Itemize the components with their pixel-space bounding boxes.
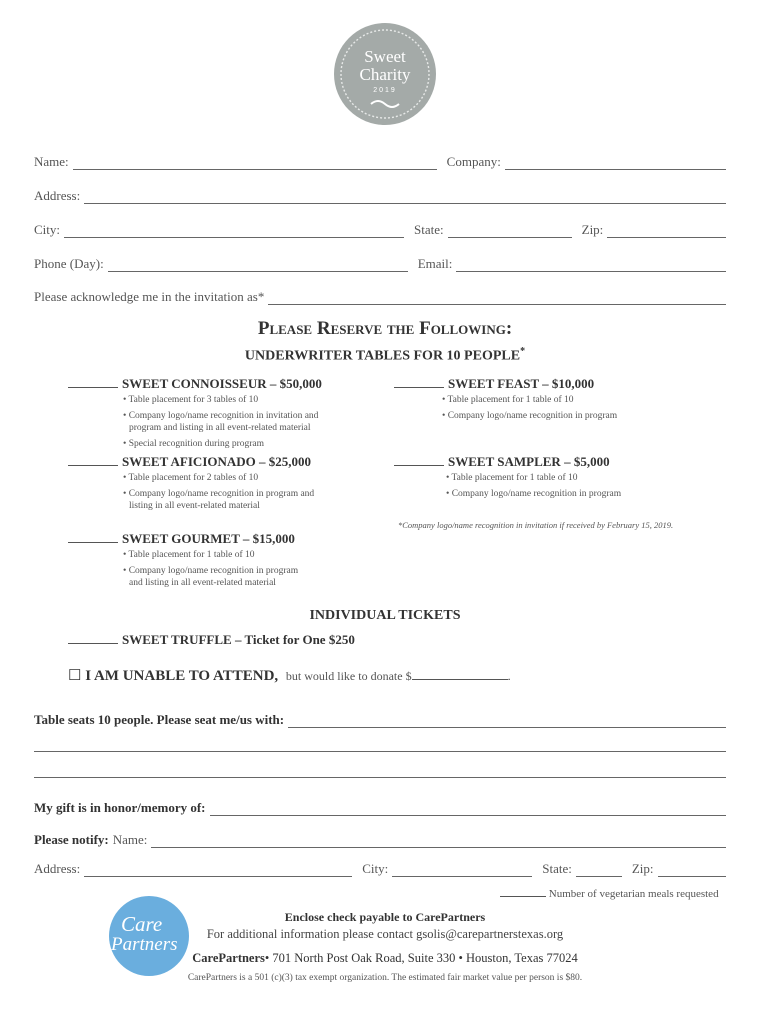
reserve-heading: Please Reserve the Following: — [257, 318, 513, 339]
unable-checkbox[interactable]: ☐ — [68, 668, 82, 684]
bullet: • Table placement for 1 table of 10 — [123, 550, 255, 560]
underwriter-subtitle: UNDERWRITER TABLES FOR 10 PEOPLE — [244, 348, 521, 364]
notify-label: Please notify: — [34, 832, 109, 847]
footnote: *Company logo/name recognition in invitation if received by February 15, 2019. — [398, 520, 674, 530]
city-label: City: — [34, 222, 61, 237]
address-text — [0, 951, 770, 966]
seating-row-3 — [34, 760, 726, 778]
unable-row — [68, 666, 511, 685]
company-field[interactable] — [505, 157, 726, 170]
phone-field[interactable] — [108, 259, 408, 272]
tier-feast-blank[interactable] — [394, 387, 444, 388]
address-field[interactable] — [84, 191, 726, 204]
tier-aficionado-name: SWEET AFICIONADO – $25,000 — [122, 454, 312, 469]
tier-sampler — [394, 454, 610, 470]
gift-label: My gift is in honor/memory of: — [34, 800, 206, 815]
tier-connoisseur-bullets — [123, 394, 318, 450]
tier-gourmet-bullets — [123, 549, 298, 589]
tier-connoisseur-blank[interactable] — [68, 387, 118, 388]
seating-field-2[interactable] — [34, 739, 726, 752]
logo-partners: Partners — [111, 934, 178, 955]
tier-sampler-bullets — [446, 472, 621, 500]
logo-care: Care — [121, 912, 163, 936]
tier-gourmet — [68, 531, 295, 547]
bullet: program and listing in all event-related material — [129, 423, 311, 433]
seal-line1: Sweet — [364, 47, 406, 66]
enclose-text: Enclose check payable to CarePartners — [284, 910, 486, 924]
donate-field[interactable] — [412, 679, 508, 680]
notify-name-label: Name: — [112, 832, 148, 847]
notify-row — [34, 830, 726, 848]
phone-row — [34, 254, 726, 272]
info-text: For additional information please contact gsolis@carepartnerstexas.org — [206, 927, 564, 941]
veg-row — [500, 888, 719, 900]
acknowledge-label: Please acknowledge me in the invitation as* — [34, 289, 265, 304]
notify-state-label: State: — [542, 861, 572, 876]
seal-year: 2019 — [373, 87, 397, 94]
bullet: • Table placement for 1 table of 10 — [442, 395, 574, 405]
state-field[interactable] — [448, 225, 572, 238]
notify-city-field[interactable] — [392, 864, 532, 877]
notify-address-field[interactable] — [84, 864, 352, 877]
acknowledge-field[interactable] — [268, 292, 726, 305]
tier-gourmet-name: SWEET GOURMET – $15,000 — [122, 531, 295, 546]
donate-label: but would like to donate $ — [285, 669, 412, 683]
email-field[interactable] — [456, 259, 726, 272]
state-label: State: — [414, 222, 444, 237]
notify-state-field[interactable] — [576, 864, 622, 877]
tier-connoisseur-name: SWEET CONNOISSEUR – $50,000 — [122, 376, 322, 391]
tier-feast-bullets — [442, 394, 617, 422]
bullet: • Company logo/name recognition in invitation and — [123, 411, 319, 421]
name-field[interactable] — [73, 157, 437, 170]
bullet: • Special recognition during program — [123, 439, 265, 449]
notify-address-row — [34, 859, 726, 877]
notify-zip-label: Zip: — [631, 861, 654, 876]
name-company-row — [34, 152, 726, 170]
city-row — [34, 220, 726, 238]
gift-row — [34, 798, 726, 816]
zip-field[interactable] — [607, 225, 726, 238]
seating-label: Table seats 10 people. Please seat me/us with: — [34, 712, 285, 727]
sweet-charity-seal — [333, 22, 437, 126]
bullet: • Table placement for 2 tables of 10 — [123, 473, 259, 483]
name-label: Name: — [34, 154, 69, 169]
bullet: listing in all event-related material — [129, 501, 260, 511]
tier-aficionado-blank[interactable] — [68, 465, 118, 466]
email-label: Email: — [417, 256, 453, 271]
veg-label: Number of vegetarian meals requested — [548, 888, 719, 900]
tier-truffle-name: SWEET TRUFFLE – Ticket for One $250 — [122, 632, 355, 647]
org-name: CarePartners — [192, 951, 265, 965]
seal-line2: Charity — [359, 65, 411, 84]
tier-sampler-name: SWEET SAMPLER – $5,000 — [448, 454, 610, 469]
notify-city-label: City: — [362, 861, 389, 876]
tier-truffle-blank[interactable] — [68, 643, 118, 644]
bullet: • Table placement for 3 tables of 10 — [123, 395, 259, 405]
zip-label: Zip: — [581, 222, 604, 237]
seating-field-3[interactable] — [34, 765, 726, 778]
bullet: • Company logo/name recognition in program and — [123, 489, 315, 499]
address-label: Address: — [34, 188, 81, 203]
tier-aficionado-bullets — [123, 472, 314, 512]
individual-heading: INDIVIDUAL TICKETS — [309, 608, 461, 623]
seating-row — [34, 710, 726, 728]
tier-sampler-blank[interactable] — [394, 465, 444, 466]
city-field[interactable] — [64, 225, 404, 238]
bullet: • Company logo/name recognition in program — [123, 566, 299, 576]
phone-label: Phone (Day): — [34, 256, 104, 271]
bullet: • Company logo/name recognition in program — [442, 411, 618, 421]
tier-gourmet-blank[interactable] — [68, 542, 118, 543]
tier-feast-name: SWEET FEAST – $10,000 — [448, 376, 595, 391]
acknowledge-row — [34, 287, 726, 305]
underwriter-subheading — [0, 346, 770, 365]
donate-dot: . — [507, 669, 511, 683]
gift-field[interactable] — [210, 803, 726, 816]
company-label: Company: — [446, 154, 501, 169]
bullet: • Company logo/name recognition in program — [446, 489, 622, 499]
address-row — [34, 186, 726, 204]
seating-field[interactable] — [288, 715, 726, 728]
unable-label: I AM UNABLE TO ATTEND, — [85, 668, 279, 684]
tier-aficionado — [68, 454, 311, 470]
seating-row-2 — [34, 734, 726, 752]
org-address: • 701 North Post Oak Road, Suite 330 • Houston, Texas 77024 — [264, 951, 578, 965]
notify-zip-field[interactable] — [658, 864, 726, 877]
notify-address-label: Address: — [34, 861, 81, 876]
tier-feast — [394, 376, 594, 392]
bullet: and listing in all event-related material — [129, 578, 276, 588]
tier-connoisseur — [68, 376, 322, 392]
tax-text: CarePartners is a 501 (c)(3) tax exempt organization. The estimated fair market value per person is $80. — [187, 973, 583, 983]
underwriter-asterisk: * — [520, 346, 526, 357]
tier-truffle — [68, 632, 355, 648]
bullet: • Table placement for 1 table of 10 — [446, 473, 578, 483]
notify-name-field[interactable] — [151, 835, 726, 848]
veg-field[interactable] — [500, 896, 546, 897]
